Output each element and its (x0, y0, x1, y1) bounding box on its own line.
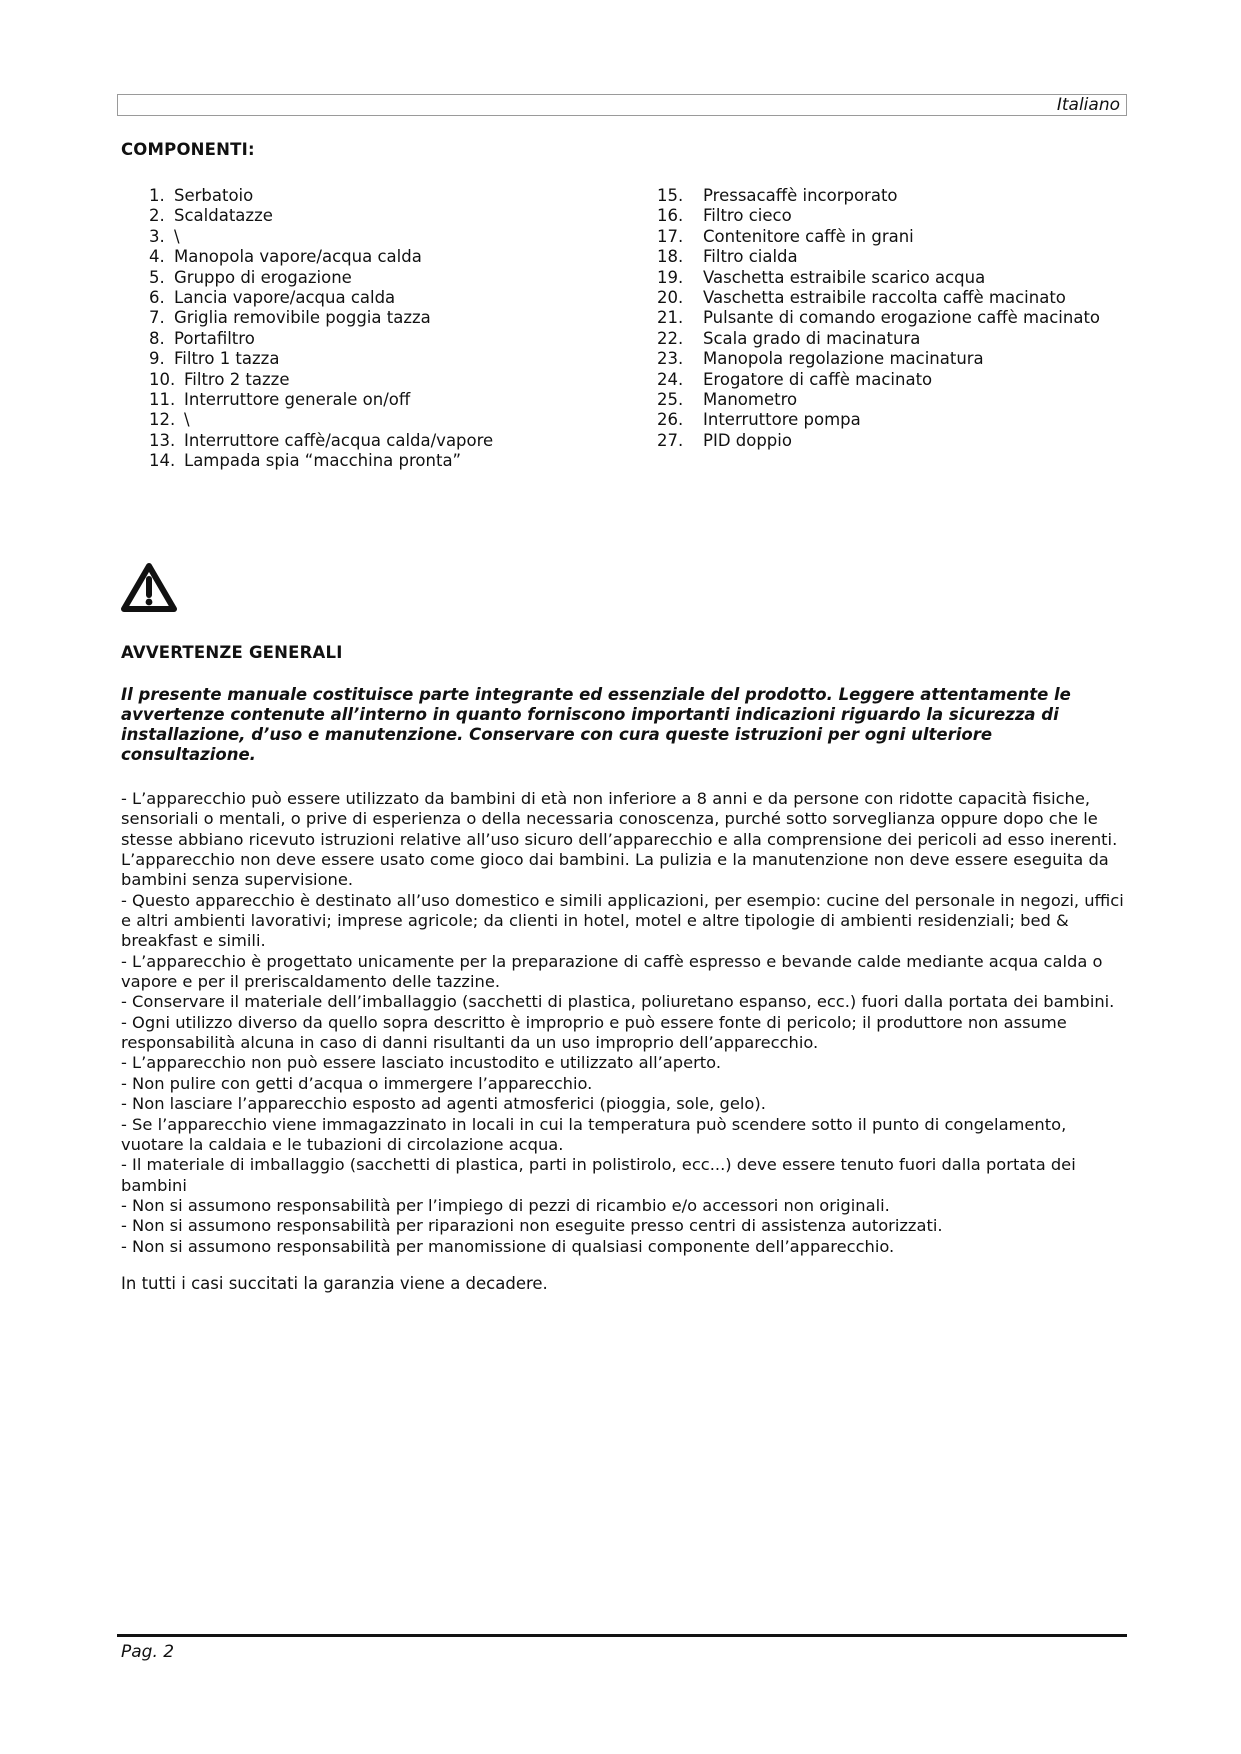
component-number: 9. (149, 349, 165, 369)
warning-item: - Non si assumono responsabilità per riparazioni non eseguite presso centri di assistenza autorizzati. (121, 1216, 943, 1236)
component-item (149, 410, 493, 430)
warnings-intro: Il presente manuale costituisce parte integrante ed essenziale del prodotto. Leggere attentamente le avvertenze contenute all’interno in quanto forniscono importanti indicazioni riguardo la sicurezza di installazione, d’uso e manutenzione. Conservare con cura queste istruzioni per ogni ulteriore consultazione. (121, 685, 1071, 764)
component-label: Manopola regolazione macinatura (703, 349, 984, 369)
component-item (149, 186, 493, 206)
component-label: Lampada spia “macchina pronta” (184, 451, 462, 471)
warning-item: - Se l’apparecchio viene immagazzinato in locali in cui la temperatura può scendere sotto il punto di congelamento, vuotare la caldaia e le tubazioni di circolazione acqua. (121, 1114, 1067, 1154)
component-item (657, 370, 1100, 390)
component-label: Filtro 2 tazze (184, 369, 290, 389)
component-number: 5. (149, 267, 165, 287)
component-item (149, 349, 493, 369)
page-number: Pag. 2 (121, 1642, 175, 1662)
component-item (657, 390, 1100, 410)
component-item (149, 227, 493, 247)
component-number: 22. (657, 328, 684, 348)
component-number: 20. (657, 288, 684, 308)
component-item (657, 349, 1100, 369)
component-item (149, 206, 493, 226)
component-label: Contenitore caffè in grani (703, 226, 914, 246)
component-label: Scala grado di macinatura (703, 328, 921, 348)
component-label: Gruppo di erogazione (174, 267, 352, 287)
warning-item: - L’apparecchio è progettato unicamente per la preparazione di caffè espresso e bevande calde mediante acqua calda o vapore e per il preriscaldamento delle tazzine. (121, 951, 1103, 992)
component-number: 3. (149, 226, 165, 246)
component-label: Vaschetta estraibile raccolta caffè macinato (703, 288, 1066, 308)
component-item (657, 329, 1100, 349)
component-item (657, 431, 1100, 451)
component-number: 25. (657, 390, 684, 410)
component-number: 11. (149, 390, 176, 410)
component-number: 17. (657, 226, 684, 246)
warning-item: - Questo apparecchio è destinato all’uso domestico e simili applicazioni, per esempio: cucine del personale in negozi, uffici e altri ambienti lavorativi; imprese agricole; da clienti in hotel, motel e altre tipologie di ambienti residenziali; bed & breakfast e simili. (121, 890, 1124, 951)
page-header (117, 94, 1127, 116)
components-list-right (657, 186, 1100, 451)
components-list-left (149, 186, 493, 472)
warning-item: - Conservare il materiale dell’imballaggio (sacchetti di plastica, poliuretano espanso, ecc.) fuori dalla portata dei bambini. (121, 992, 1115, 1012)
warning-item: - Ogni utilizzo diverso da quello sopra descritto è improprio e può essere fonte di pericolo; il produttore non assume responsabilità alcuna in caso di danni risultanti da un uso improprio dell’apparecchio. (121, 1012, 1067, 1053)
warnings-list (121, 789, 1131, 1257)
component-number: 4. (149, 247, 165, 267)
component-item (657, 227, 1100, 247)
component-item (149, 390, 493, 410)
component-label: Interruttore pompa (703, 410, 861, 430)
component-label: Scaldatazze (174, 206, 273, 226)
component-label: Interruttore generale on/off (184, 390, 411, 410)
component-item (149, 288, 493, 308)
warnings-title: AVVERTENZE GENERALI (121, 643, 343, 662)
component-number: 15. (657, 186, 684, 205)
component-number: 21. (657, 308, 684, 328)
warning-item: - L’apparecchio può essere utilizzato da bambini di età non inferiore a 8 anni e da persone con ridotte capacità fisiche, sensoriali o mentali, o prive di esperienza o della necessaria conoscenza, purché sotto sorveglianza oppure dopo che le stesse abbiano ricevuto istruzioni relative all’uso sicuro dell’apparecchio e alla comprensione dei pericoli ad esso inerenti. L’apparecchio non deve essere usato come gioco dai bambini. La pulizia e la manutenzione non deve essere eseguita da bambini senza supervisione. (121, 789, 1118, 890)
warning-item: - Non si assumono responsabilità per l’impiego di pezzi di ricambio e/o accessori non originali. (121, 1195, 890, 1215)
component-label: Griglia removibile poggia tazza (174, 308, 431, 328)
component-label: Pressacaffè incorporato (703, 186, 898, 205)
component-item (657, 247, 1100, 267)
component-item (149, 308, 493, 328)
component-number: 6. (149, 288, 165, 308)
component-item (149, 247, 493, 267)
warning-item: - Non lasciare l’apparecchio esposto ad agenti atmosferici (pioggia, sole, gelo). (121, 1094, 766, 1114)
component-number: 7. (149, 308, 165, 328)
warning-item: - Il materiale di imballaggio (sacchetti di plastica, parti in polistirolo, ecc...) deve essere tenuto fuori dalla portata dei bambini (121, 1155, 1076, 1195)
warning-item: - Non pulire con getti d’acqua o immergere l’apparecchio. (121, 1073, 593, 1093)
component-label: Filtro 1 tazza (174, 349, 280, 369)
warning-item: - Non si assumono responsabilità per manomissione di qualsiasi componente dell’apparecchio. (121, 1236, 895, 1256)
component-number: 19. (657, 267, 684, 287)
component-number: 18. (657, 247, 684, 267)
components-title: COMPONENTI: (121, 140, 255, 159)
component-label: Interruttore caffè/acqua calda/vapore (184, 430, 494, 450)
warning-triangle-icon (120, 562, 178, 614)
component-number: 13. (149, 430, 176, 450)
footer-rule (117, 1634, 1127, 1637)
component-item (149, 431, 493, 451)
component-label: PID doppio (703, 430, 792, 450)
component-label: \ (174, 226, 180, 246)
component-label: Filtro cialda (703, 247, 798, 267)
component-label: Serbatoio (174, 186, 254, 205)
component-label: Erogatore di caffè macinato (703, 369, 933, 389)
component-label: Filtro cieco (703, 206, 792, 226)
component-item (657, 410, 1100, 430)
component-number: 24. (657, 369, 684, 389)
component-label: Manometro (703, 390, 798, 410)
component-item (657, 268, 1100, 288)
component-label: Portafiltro (174, 328, 255, 348)
component-item (149, 329, 493, 349)
component-item (149, 451, 493, 471)
component-item (657, 186, 1100, 206)
component-label: Manopola vapore/acqua calda (174, 247, 422, 267)
component-label: Vaschetta estraibile scarico acqua (703, 267, 986, 287)
component-item (657, 206, 1100, 226)
component-number: 1. (149, 186, 165, 205)
component-item (657, 288, 1100, 308)
component-number: 12. (149, 410, 176, 430)
component-number: 2. (149, 206, 165, 226)
component-number: 14. (149, 451, 176, 471)
component-number: 26. (657, 410, 684, 430)
component-item (149, 370, 493, 390)
warning-item: - L’apparecchio non può essere lasciato incustodito e utilizzato all’aperto. (121, 1053, 722, 1073)
component-number: 23. (657, 349, 684, 369)
component-item (657, 308, 1100, 328)
component-item (149, 268, 493, 288)
component-number: 16. (657, 206, 684, 226)
component-number: 10. (149, 369, 176, 389)
component-label: \ (184, 410, 190, 430)
component-label: Pulsante di comando erogazione caffè macinato (703, 308, 1101, 328)
language-label: Italiano (1056, 95, 1120, 115)
component-label: Lancia vapore/acqua calda (174, 288, 396, 308)
component-number: 8. (149, 328, 165, 348)
warranty-closing: In tutti i casi succitati la garanzia viene a decadere. (121, 1274, 548, 1293)
component-number: 27. (657, 430, 684, 450)
